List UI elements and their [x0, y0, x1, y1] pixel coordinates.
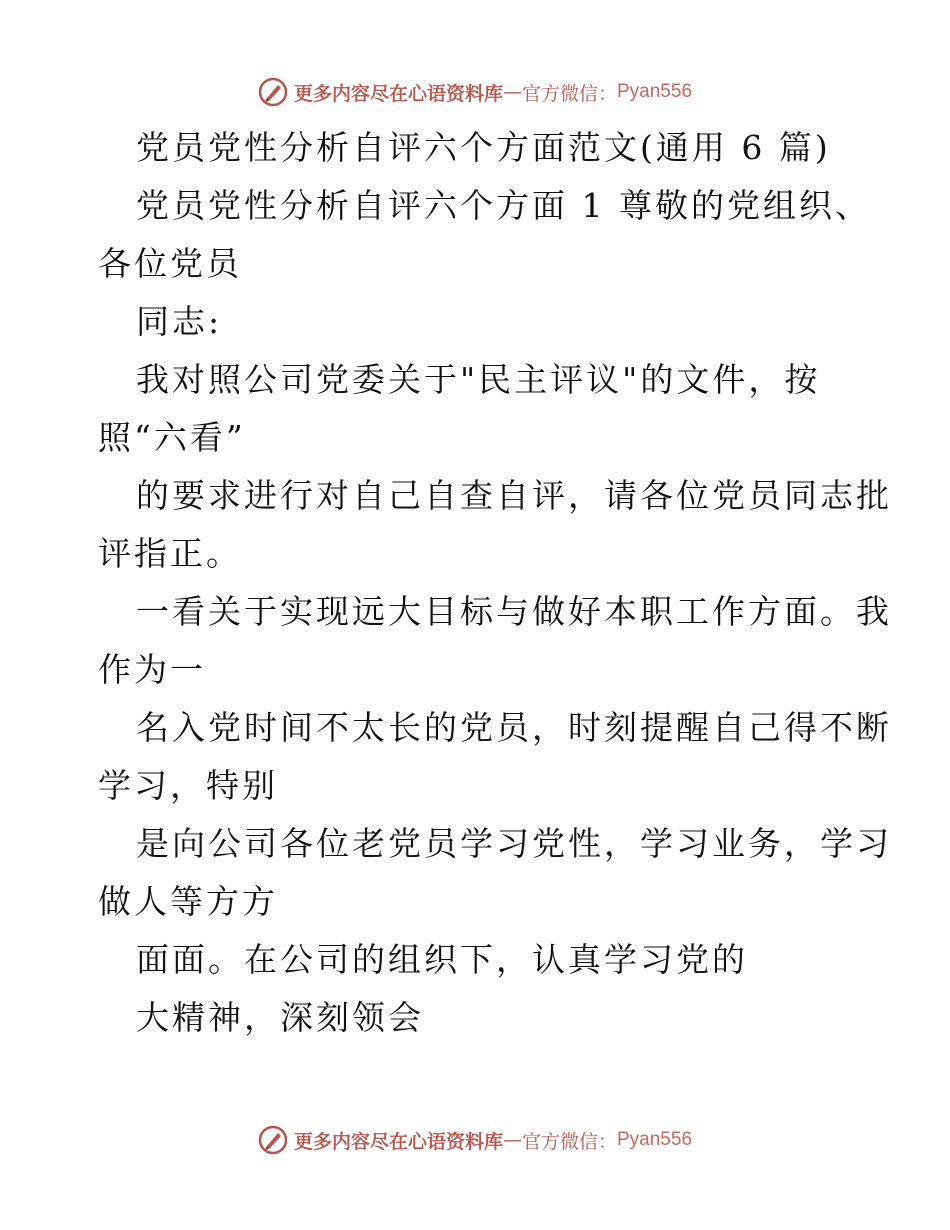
paragraph-line: 学习，特别 [98, 766, 278, 805]
paragraph-line: 的要求进行对自己自查自评，请各位党员同志批 [136, 476, 892, 515]
header-watermark [0, 72, 950, 112]
paragraph-line: 大精神，深刻领会 [136, 998, 424, 1037]
footer-watermark [0, 1120, 950, 1160]
document-title: 党员党性分析自评六个方面范文(通用 6 篇) [136, 128, 831, 167]
watermark-handle: Pyan556 [617, 1129, 693, 1150]
pen-logo-icon [258, 77, 288, 107]
paragraph-line: 各位党员 [98, 244, 242, 283]
watermark-dash: — [502, 1129, 522, 1151]
watermark-official-label: 官方微信： [521, 82, 617, 105]
paragraph-line: 我对照公司党委关于"民主评议"的文件，按 [136, 360, 821, 399]
watermark-handle: Pyan556 [617, 81, 693, 102]
watermark-main-text: 更多内容尽在心语资料库 [293, 82, 503, 105]
paragraph-line: 做人等方方 [98, 882, 278, 921]
paragraph-line: 党员党性分析自评六个方面 1 尊敬的党组织、 [136, 186, 871, 225]
paragraph-line: 照“六看” [98, 418, 246, 457]
document-body [98, 124, 892, 1052]
watermark-official-label: 官方微信： [521, 1130, 617, 1153]
paragraph-line: 评指正。 [98, 534, 242, 573]
paragraph-line: 名入党时间不太长的党员，时刻提醒自己得不断 [136, 708, 892, 747]
paragraph-line: 面面。在公司的组织下，认真学习党的 [136, 940, 748, 979]
paragraph-line: 同志: [136, 302, 223, 341]
pen-logo-icon [258, 1125, 288, 1155]
paragraph-line: 是向公司各位老党员学习党性，学习业务，学习 [136, 824, 892, 863]
paragraph-line: 作为一 [98, 650, 206, 689]
paragraph-line: 一看关于实现远大目标与做好本职工作方面。我 [136, 592, 892, 631]
watermark-main-text: 更多内容尽在心语资料库 [293, 1130, 503, 1153]
watermark-dash: — [502, 81, 522, 103]
